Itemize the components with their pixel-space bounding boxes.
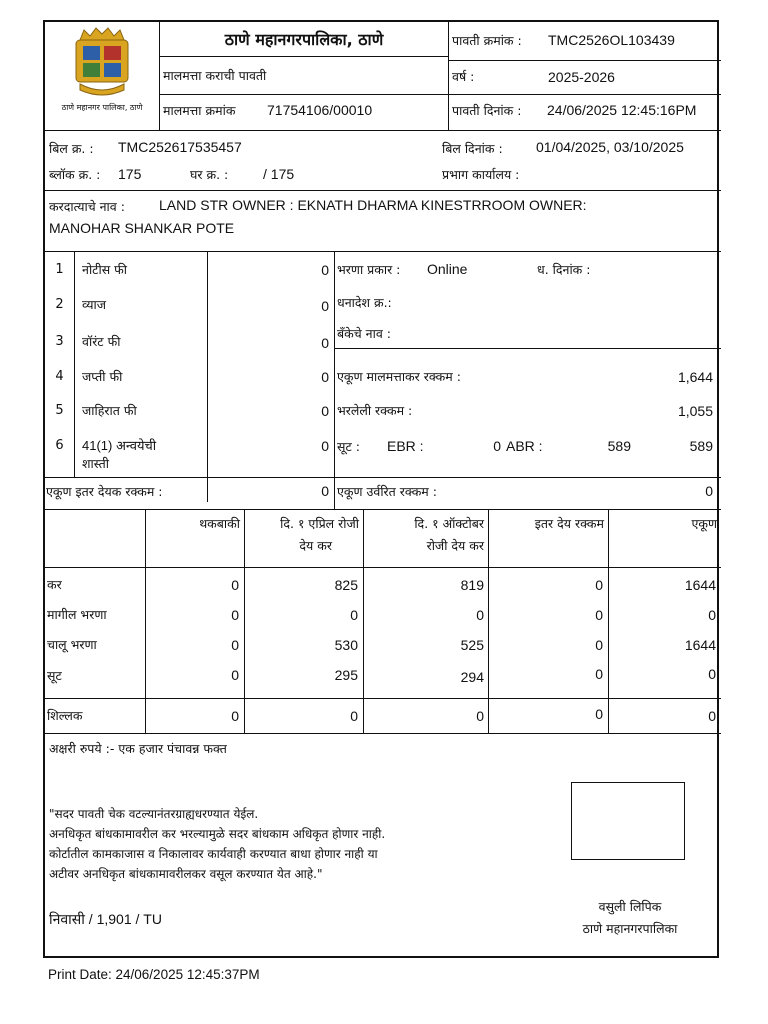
fee-no: 4: [55, 369, 64, 384]
fee-no: 2: [55, 297, 64, 312]
cell: 0: [231, 607, 239, 623]
bill-no: TMC252617535457: [118, 139, 242, 155]
cell: 0: [231, 637, 239, 653]
fee-label: व्याज: [82, 297, 107, 312]
cell: 0: [231, 577, 239, 593]
residential-info: निवासी / 1,901 / TU: [49, 911, 162, 927]
col-april-cont: देय कर: [299, 538, 332, 553]
note-line: अटीवर अनधिकृत बांधकामावरीलकर वसूल करण्यात येत आहे.": [49, 867, 323, 881]
discount-total: 589: [689, 438, 713, 454]
fee-no: 6: [55, 438, 64, 453]
col-october-cont: रोजी देय कर: [426, 538, 484, 553]
total-property-tax-label: एकूण मालमत्ताकर रक्कम :: [337, 369, 461, 384]
cell: 0: [708, 607, 716, 623]
receipt-date: 24/06/2025 12:45:16PM: [547, 102, 697, 118]
house-label: घर क्र. :: [190, 167, 229, 182]
house-no: / 175: [263, 166, 295, 182]
row-label: कर: [47, 577, 62, 592]
cell: 0: [595, 666, 603, 682]
cell: 0: [350, 708, 358, 724]
taxpayer-label: करदात्याचे नाव :: [49, 199, 125, 214]
col-other-dues: इतर देय रक्कम: [534, 516, 604, 531]
cell: 0: [595, 637, 603, 653]
cell: 0: [595, 577, 603, 593]
total-property-tax: 1,644: [677, 369, 713, 385]
receipt-type: मालमत्ता कराची पावती: [163, 68, 267, 83]
cell: 0: [595, 607, 603, 623]
property-tax-receipt: [43, 20, 719, 958]
cell: 0: [350, 607, 358, 623]
fee-value: 0: [321, 298, 329, 314]
tmc-emblem-icon: [74, 26, 130, 98]
row-label: शिल्लक: [47, 708, 83, 723]
fee-value: 0: [321, 369, 329, 385]
fee-label: नोटीस फी: [82, 262, 128, 277]
bill-date-label: बिल दिनांक :: [442, 141, 503, 156]
bank-name-label: बँकेचे नाव :: [337, 326, 391, 341]
payment-mode: Online: [427, 261, 468, 277]
ward-office-label: प्रभाग कार्यालय :: [442, 167, 520, 182]
clerk-title: वसुली लिपिक: [598, 899, 662, 914]
note-line: "सदर पावती चेक वटल्यानंतरग्राह्यधरण्यात येईल.: [49, 807, 259, 821]
note-line: कोर्टातील कामकाजास व निकालावर कार्यवाही करण्यात बाधा होणार नाही या: [49, 847, 378, 861]
cell: 0: [595, 706, 603, 722]
cheque-date-label: ध. दिनांक :: [537, 262, 591, 277]
cell: 295: [334, 667, 358, 683]
block-label: ब्लॉक क्र. :: [49, 167, 101, 182]
cell: 530: [334, 637, 358, 653]
logo-caption: ठाणे महानगर पालिका, ठाणे: [61, 103, 143, 112]
fee-no: 3: [55, 334, 64, 349]
cell: 294: [460, 669, 484, 685]
abr-value: 589: [607, 438, 631, 454]
clerk-org: ठाणे महानगरपालिका: [582, 921, 678, 936]
cell: 525: [460, 637, 484, 653]
taxpayer-name-line2: MANOHAR SHANKAR POTE: [49, 220, 235, 236]
fee-label-cont: शास्ती: [82, 456, 109, 471]
receipt-no: TMC2526OL103439: [548, 32, 675, 48]
year-label: वर्ष :: [452, 69, 475, 84]
other-dues-total-label: एकूण इतर देयक रक्कम :: [46, 484, 163, 499]
year: 2025-2026: [548, 69, 615, 85]
other-dues-total: 0: [321, 483, 329, 499]
receipt-no-label: पावती क्रमांक :: [452, 33, 522, 48]
cell: 0: [708, 708, 716, 724]
cell: 1644: [684, 577, 716, 593]
fee-label: 41(1) अन्वयेची: [82, 438, 157, 453]
abr-label: ABR :: [506, 438, 543, 454]
remaining-label: एकूण उर्वरित रक्कम :: [337, 484, 437, 499]
fee-no: 1: [55, 262, 64, 277]
disclaimer-note: [49, 804, 385, 884]
cell: 825: [334, 577, 358, 593]
fee-label: वॉरंट फी: [82, 334, 121, 349]
row-label: मागील भरणा: [47, 607, 107, 622]
cell: 0: [476, 708, 484, 724]
print-date: Print Date: 24/06/2025 12:45:37PM: [48, 967, 260, 982]
row-label: सूट: [47, 668, 62, 683]
block-no: 175: [118, 166, 142, 182]
cell: 0: [476, 607, 484, 623]
org-name: ठाणे महानगरपालिका, ठाणे: [224, 30, 384, 49]
payment-mode-label: भरणा प्रकार :: [337, 262, 401, 277]
bill-no-label: बिल क्र. :: [49, 141, 94, 156]
ebr-label: EBR :: [387, 438, 424, 454]
fee-value: 0: [321, 262, 329, 278]
cheque-no-label: धनादेश क्र.:: [337, 295, 392, 310]
cell: 0: [231, 708, 239, 724]
discount-label: सूट :: [337, 439, 360, 454]
fee-label: जाहिरात फी: [82, 403, 137, 418]
col-total: एकूण: [691, 516, 717, 531]
fee-value: 0: [321, 403, 329, 419]
col-arrears: थकबाकी: [199, 516, 240, 531]
fee-value: 0: [321, 335, 329, 351]
cell: 819: [460, 577, 484, 593]
logo-area: [45, 22, 159, 130]
col-october: दि. १ ऑक्टोबर: [414, 516, 484, 531]
col-april: दि. १ एप्रिल रोजी: [280, 516, 359, 531]
remaining-amount: 0: [705, 483, 713, 499]
cell: 0: [708, 666, 716, 682]
stamp-box: [571, 782, 685, 860]
ebr-value: 0: [493, 438, 501, 454]
row-label: चालू भरणा: [47, 637, 97, 652]
receipt-date-label: पावती दिनांक :: [452, 103, 522, 118]
amount-in-words: अक्षरी रुपये :- एक हजार पंचावन्न फक्त: [49, 741, 227, 756]
property-no: 71754106/00010: [267, 102, 373, 118]
paid-amount-label: भरलेली रक्कम :: [337, 403, 413, 418]
note-line: अनधिकृत बांधकामावरील कर भरल्यामुळे सदर बांधकाम अधिकृत होणार नाही.: [49, 827, 386, 841]
fee-no: 5: [55, 403, 64, 418]
taxpayer-name-line1: LAND STR OWNER : EKNATH DHARMA KINESTRROOM OWNER:: [159, 197, 587, 213]
bill-date: 01/04/2025, 03/10/2025: [536, 139, 684, 155]
property-no-label: मालमत्ता क्रमांक: [163, 103, 236, 118]
fee-value: 0: [321, 438, 329, 454]
cell: 0: [231, 667, 239, 683]
cell: 1644: [684, 637, 716, 653]
fee-label: जप्ती फी: [82, 369, 123, 384]
paid-amount: 1,055: [677, 403, 713, 419]
